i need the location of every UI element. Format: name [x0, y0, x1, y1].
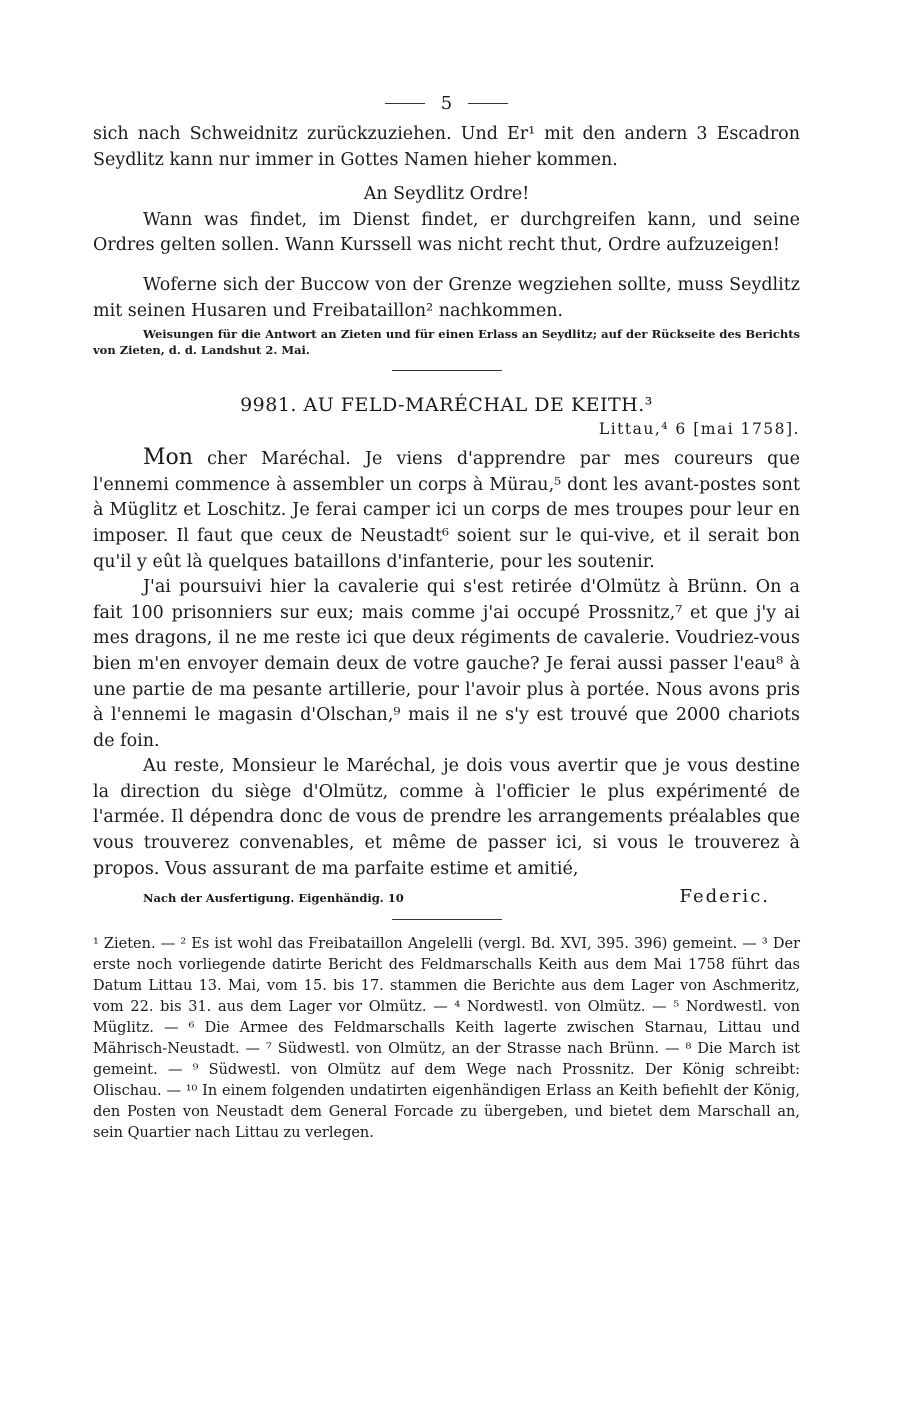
seydlitz-order-paragraph-2: Woferne sich der Buccow von der Grenze wegziehen sollte, muss Seydlitz mit seinen Husaren und Freibataillon² nachkommen. [93, 274, 800, 321]
editorial-note: Weisungen für die Antwort an Zieten und für einen Erlass an Seydlitz; auf der Rückseite des Berichts von Zieten, d. d. Landshut 2. Mai. [93, 327, 800, 357]
header-rule-left [385, 103, 425, 104]
page-header [93, 88, 800, 118]
page-number: 5 [440, 92, 453, 114]
letter-paragraph-1-text: cher Maréchal. Je viens d'apprendre par mes coureurs que l'ennemi commence à assembler un corps à Mürau,⁵ dont les avant-postes sont à Müglitz et Loschitz. Je ferai camper ici un corps de mes troupes pour leur en imposer. Il faut que ceux de Neustadt⁶ soient sur le qui-vive, et il serait bon qu'il y eût là quelques bataillons d'infanterie, pour les soutenir. [93, 449, 800, 572]
letter-heading: 9981. AU FELD-MARÉCHAL DE KEITH.³ [240, 394, 653, 417]
letter-first-word: Mon [143, 445, 193, 471]
letter-closing [93, 886, 800, 907]
seydlitz-order-heading: An Seydlitz Ordre! [363, 184, 530, 205]
footnote-divider [392, 919, 502, 920]
letter-paragraph-2: J'ai poursuivi hier la cavalerie qui s'est retirée d'Olmütz à Brünn. On a fait 100 prisonniers sur eux; mais comme j'ai occupé Prossnitz,⁷ et que j'y ai mes dragons, il ne me reste ici que deux régiments de cavalerie. Voudriez-vous bien m'en envoyer demain deux de votre gauche? Je ferai aussi passer l'eau⁸ à une partie de ma pesante artillerie, pour l'avoir plus à portée. Nous avons pris à l'ennemi le magasin d'Olschan,⁹ mais il ne s'y est trouvé que 2000 chariots de foin. [93, 577, 800, 751]
top-paragraph: sich nach Schweidnitz zurückzuziehen. Und Er¹ mit den andern 3 Escadron Seydlitz kann nur immer in Gottes Namen hieher kommen. [93, 124, 800, 170]
signature: Federic. [679, 886, 770, 908]
letter-paragraph-1 [93, 445, 800, 575]
source-note: Nach der Ausfertigung. Eigenhändig. 10 [143, 891, 404, 906]
document-page [93, 88, 800, 1144]
letter-paragraph-3: Au reste, Monsieur le Maréchal, je dois vous avertir que je vous destine la direction du siège d'Olmütz, comme à l'officier le plus expérimenté de l'armée. Il dépendra donc de vous de prendre les arrangements préalables que vous trouverez convenables, et même de passer ici, si vous le trouverez à propos. Vous assurant de ma parfaite estime et amitié, [93, 756, 800, 879]
seydlitz-order-paragraph-1: Wann was findet, im Dienst findet, er durchgreifen kann, und seine Ordres gelten sollen. Wann Kurssell was nicht recht thut, Ordre aufzuzeigen! [93, 209, 800, 256]
footnotes: ¹ Zieten. — ² Es ist wohl das Freibataillon Angelelli (vergl. Bd. XVI, 395. 396) gemeint. — ³ Der erste noch vorliegende datirte Bericht des Feldmarschalls Keith aus dem Mai 1758 führt das Datum Littau 13. Mai, vom 15. bis 17. stammen die Berichte aus dem Lager von Aschmeritz, vom 22. bis 31. aus dem Lager vor Olmütz. — ⁴ Nordwestl. von Olmütz. — ⁵ Nordwestl. von Müglitz. — ⁶ Die Armee des Feldmarschalls Keith lagerte zwischen Starnau, Littau und Mährisch-Neustadt. — ⁷ Südwestl. von Olmütz, an der Strasse nach Brünn. — ⁸ Die March ist gemeint. — ⁹ Südwestl. von Olmütz auf dem Wege nach Prossnitz. Der König schreibt: Olischau. — ¹⁰ In einem folgenden undatirten eigenhändigen Erlass an Keith befiehlt der König, den Posten von Neustadt dem General Forcade zu übergeben, und bietet dem Marschall an, sein Quartier nach Littau zu verlegen. [93, 936, 800, 1142]
header-rule-right [468, 103, 508, 104]
section-divider [392, 370, 502, 371]
letter-dateline: Littau,⁴ 6 [mai 1758]. [598, 420, 800, 439]
